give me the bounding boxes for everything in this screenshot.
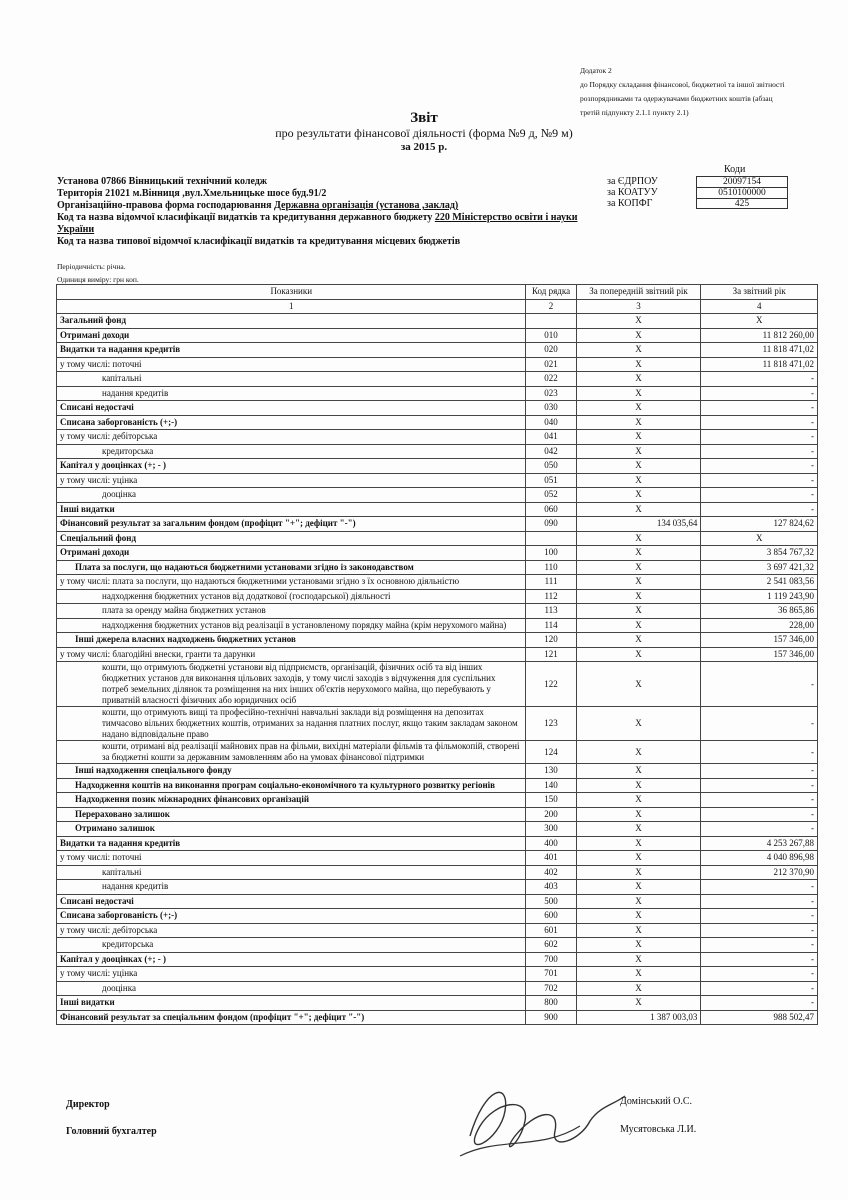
col-number: 3 — [576, 299, 701, 314]
row-label: Списана заборгованість (+;-) — [57, 909, 526, 924]
table-row — [57, 488, 818, 503]
current-year-value: - — [701, 778, 818, 793]
table-row — [57, 764, 818, 779]
prev-year-value: X — [576, 328, 701, 343]
prev-year-value: X — [576, 778, 701, 793]
prev-year-value: X — [576, 938, 701, 953]
row-code — [526, 531, 576, 546]
col-number: 1 — [57, 299, 526, 314]
prev-year-value: X — [576, 560, 701, 575]
row-label: Інші видатки — [57, 996, 526, 1011]
periodicity: Періодичність: річна. — [57, 262, 126, 271]
table-row — [57, 807, 818, 822]
current-year-value: - — [701, 807, 818, 822]
table-row — [57, 967, 818, 982]
table-row — [57, 531, 818, 546]
prev-year-value: X — [576, 415, 701, 430]
row-label: у тому числі: благодійні внески, гранти та дарунки — [57, 647, 526, 662]
budget-code-line — [57, 212, 597, 236]
row-code: 403 — [526, 880, 576, 895]
table-row — [57, 589, 818, 604]
table-row — [57, 1010, 818, 1025]
row-code: 200 — [526, 807, 576, 822]
institution-line: Установа 07866 Вінницький технічний коледж — [57, 176, 268, 187]
row-label: дооцінка — [57, 981, 526, 996]
table-row — [57, 575, 818, 590]
row-label: Видатки та надання кредитів — [57, 836, 526, 851]
col-header: Код рядка — [526, 285, 576, 300]
current-year-value: 157 346,00 — [701, 647, 818, 662]
report-title: Звіт — [410, 110, 438, 126]
current-year-value: - — [701, 793, 818, 808]
prev-year-value: X — [576, 546, 701, 561]
table-header-row — [57, 285, 818, 300]
prev-year-value: X — [576, 618, 701, 633]
row-code: 402 — [526, 865, 576, 880]
row-code: 030 — [526, 401, 576, 416]
current-year-value: - — [701, 444, 818, 459]
table-row — [57, 778, 818, 793]
prev-year-value: X — [576, 707, 701, 741]
row-label: надходження бюджетних установ від додаткової (господарської) діяльності — [57, 589, 526, 604]
table-row — [57, 952, 818, 967]
row-code: 052 — [526, 488, 576, 503]
table-row — [57, 473, 818, 488]
prev-year-value: X — [576, 444, 701, 459]
prev-year-value: X — [576, 473, 701, 488]
prev-year-value: X — [576, 314, 701, 329]
row-label: кредиторська — [57, 444, 526, 459]
row-code: 060 — [526, 502, 576, 517]
report-subtitle: про результати фінансової діяльності (форма №9 д, №9 м) — [275, 126, 573, 140]
row-label: дооцінка — [57, 488, 526, 503]
prev-year-value: X — [576, 793, 701, 808]
director-label: Директор — [66, 1099, 110, 1110]
row-code: 112 — [526, 589, 576, 604]
row-code: 050 — [526, 459, 576, 474]
code-value: 425 — [696, 198, 788, 209]
prev-year-value: 1 387 003,03 — [576, 1010, 701, 1025]
code-label: за ЄДРПОУ — [607, 176, 658, 187]
territory-line: Територія 21021 м.Вінниця ,вул.Хмельницьке шосе буд.91/2 — [57, 188, 327, 199]
addendum-line: до Порядку складання фінансової, бюджетної та іншої звітності — [580, 80, 785, 89]
table-row — [57, 938, 818, 953]
code-label: за КОПФГ — [607, 198, 653, 209]
current-year-value: - — [701, 415, 818, 430]
row-label: кошти, що отримують бюджетні установи від підприємств, організацій, фізичних осіб та від інших бюджетних установ для виконання цільових заходів, у тому числі заходів з відчуження для суспільних потреб земельних ділянок та розміщення на них інших об'єктів нерухомого майна, що перебувають у приватній власності фізичних або юридичних осіб — [57, 662, 526, 707]
table-row — [57, 633, 818, 648]
row-label: Отримані доходи — [57, 546, 526, 561]
row-code: 124 — [526, 741, 576, 764]
current-year-value: 1 119 243,90 — [701, 589, 818, 604]
table-row — [57, 415, 818, 430]
current-year-value: 3 854 767,32 — [701, 546, 818, 561]
unit-of-measure: Одиниця виміру: грн коп. — [57, 275, 139, 284]
current-year-value: - — [701, 401, 818, 416]
row-code: 700 — [526, 952, 576, 967]
codes-heading: Коди — [724, 164, 746, 175]
row-label: у тому числі: плата за послуги, що надаються бюджетними установами згідно з їх основною діяльністю — [57, 575, 526, 590]
row-code: 601 — [526, 923, 576, 938]
row-label: Надходження позик міжнародних фінансових організацій — [57, 793, 526, 808]
prev-year-value: X — [576, 909, 701, 924]
current-year-value: 2 541 083,56 — [701, 575, 818, 590]
current-year-value: 212 370,90 — [701, 865, 818, 880]
code-row — [607, 176, 788, 187]
row-code: 040 — [526, 415, 576, 430]
row-label: Перераховано залишок — [57, 807, 526, 822]
col-number: 2 — [526, 299, 576, 314]
row-label: Отримано залишок — [57, 822, 526, 837]
prev-year-value: X — [576, 981, 701, 996]
row-code: 400 — [526, 836, 576, 851]
row-code: 023 — [526, 386, 576, 401]
current-year-value: - — [701, 386, 818, 401]
row-label: Отримані доходи — [57, 328, 526, 343]
table-row — [57, 909, 818, 924]
table-row — [57, 517, 818, 532]
table-row — [57, 444, 818, 459]
table-row — [57, 707, 818, 741]
table-row — [57, 836, 818, 851]
report-period: за 2015 р. — [400, 141, 448, 153]
row-label: Капітал у дооцінках (+; - ) — [57, 952, 526, 967]
current-year-value: 4 253 267,88 — [701, 836, 818, 851]
prev-year-value: X — [576, 401, 701, 416]
prev-year-value: X — [576, 459, 701, 474]
row-code: 041 — [526, 430, 576, 445]
table-row — [57, 741, 818, 764]
current-year-value: - — [701, 981, 818, 996]
table-row — [57, 923, 818, 938]
prev-year-value: X — [576, 575, 701, 590]
budget-code-value: 220 Міністерство освіти і науки України — [57, 212, 578, 235]
table-row — [57, 880, 818, 895]
row-code: 090 — [526, 517, 576, 532]
prev-year-value: X — [576, 967, 701, 982]
financial-table — [56, 284, 818, 1025]
row-label: кошти, отримані від реалізації майнових прав на фільми, вихідні матеріали фільмів та фільмокопій, створені за бюджетні кошти за державним замовленням або на умовах фінансової підтримки — [57, 741, 526, 764]
prev-year-value: X — [576, 372, 701, 387]
row-label: Інші надходження спеціального фонду — [57, 764, 526, 779]
table-row — [57, 314, 818, 329]
row-label: Надходження коштів на виконання програм соціально-економічного та культурного розвитку регіонів — [57, 778, 526, 793]
prev-year-value: X — [576, 923, 701, 938]
table-row — [57, 357, 818, 372]
row-code: 110 — [526, 560, 576, 575]
current-year-value: 11 818 471,02 — [701, 343, 818, 358]
row-label: Загальний фонд — [57, 314, 526, 329]
row-label: Плата за послуги, що надаються бюджетними установами згідно із законодавством — [57, 560, 526, 575]
row-code: 123 — [526, 707, 576, 741]
prev-year-value: X — [576, 880, 701, 895]
current-year-value: - — [701, 880, 818, 895]
current-year-value: - — [701, 894, 818, 909]
code-value: 0510100000 — [696, 187, 788, 198]
prev-year-value: X — [576, 604, 701, 619]
row-code: 702 — [526, 981, 576, 996]
row-code: 800 — [526, 996, 576, 1011]
col-header: За попередній звітний рік — [576, 285, 701, 300]
current-year-value: - — [701, 822, 818, 837]
prev-year-value: X — [576, 851, 701, 866]
row-code: 020 — [526, 343, 576, 358]
prev-year-value: X — [576, 488, 701, 503]
prev-year-value: 134 035,64 — [576, 517, 701, 532]
row-code: 042 — [526, 444, 576, 459]
table-row — [57, 401, 818, 416]
current-year-value: - — [701, 996, 818, 1011]
row-code: 051 — [526, 473, 576, 488]
current-year-value: - — [701, 430, 818, 445]
current-year-value: 228,00 — [701, 618, 818, 633]
table-row — [57, 618, 818, 633]
row-code: 114 — [526, 618, 576, 633]
table-row — [57, 981, 818, 996]
row-code: 120 — [526, 633, 576, 648]
table-row — [57, 546, 818, 561]
row-label: кошти, що отримують вищі та професійно-технічні навчальні заклади від розміщення на депозитах тимчасово вільних бюджетних коштів, отриманих за надання платних послуг, якщо таким закладам законом надано відповідальне право — [57, 707, 526, 741]
table-row — [57, 328, 818, 343]
org-form-line — [57, 200, 597, 212]
prev-year-value: X — [576, 589, 701, 604]
prev-year-value: X — [576, 343, 701, 358]
row-label: у тому числі: поточні — [57, 357, 526, 372]
addendum-line: розпорядниками та одержувачами бюджетних коштів (абзац — [580, 94, 773, 103]
table-header-num-row — [57, 299, 818, 314]
current-year-value: - — [701, 741, 818, 764]
row-code: 300 — [526, 822, 576, 837]
row-code: 113 — [526, 604, 576, 619]
row-label: у тому числі: дебіторська — [57, 923, 526, 938]
prev-year-value: X — [576, 822, 701, 837]
prev-year-value: X — [576, 741, 701, 764]
table-row — [57, 372, 818, 387]
current-year-value: 4 040 896,98 — [701, 851, 818, 866]
accountant-label: Головний бухгалтер — [66, 1126, 157, 1137]
row-code: 122 — [526, 662, 576, 707]
institution-info — [57, 176, 597, 248]
current-year-value: 3 697 421,32 — [701, 560, 818, 575]
current-year-value: 988 502,47 — [701, 1010, 818, 1025]
col-header: За звітний рік — [701, 285, 818, 300]
current-year-value: - — [701, 923, 818, 938]
current-year-value: - — [701, 662, 818, 707]
prev-year-value: X — [576, 894, 701, 909]
row-label: капітальні — [57, 865, 526, 880]
prev-year-value: X — [576, 633, 701, 648]
row-code: 010 — [526, 328, 576, 343]
current-year-value: - — [701, 488, 818, 503]
current-year-value: - — [701, 967, 818, 982]
current-year-value: X — [701, 531, 818, 546]
director-name: Домінський О.С. — [620, 1096, 693, 1107]
row-label: Капітал у дооцінках (+; - ) — [57, 459, 526, 474]
prev-year-value: X — [576, 952, 701, 967]
row-label: надання кредитів — [57, 386, 526, 401]
row-code: 150 — [526, 793, 576, 808]
row-label: Фінансовий результат за спеціальним фондом (профіцит "+"; дефіцит "-") — [57, 1010, 526, 1025]
row-label: у тому числі: поточні — [57, 851, 526, 866]
row-label: надання кредитів — [57, 880, 526, 895]
accountant-name: Мусятовська Л.И. — [620, 1124, 697, 1135]
budget-code-label: Код та назва відомчої класифікації видатків та кредитування державного бюджету — [57, 212, 435, 223]
row-code: 140 — [526, 778, 576, 793]
row-code: 602 — [526, 938, 576, 953]
table-row — [57, 894, 818, 909]
current-year-value: 11 818 471,02 — [701, 357, 818, 372]
row-code: 130 — [526, 764, 576, 779]
org-form-value: Державна організація (установа ,заклад) — [274, 200, 459, 211]
row-label: Фінансовий результат за загальним фондом (профіцит "+"; дефіцит "-") — [57, 517, 526, 532]
row-label: у тому числі: уцінка — [57, 967, 526, 982]
row-code: 021 — [526, 357, 576, 372]
current-year-value: 127 824,62 — [701, 517, 818, 532]
local-code-line: Код та назва типової відомчої класифікації видатків та кредитування місцевих бюджетів — [57, 236, 461, 247]
row-code: 111 — [526, 575, 576, 590]
row-code: 900 — [526, 1010, 576, 1025]
table-row — [57, 793, 818, 808]
table-row — [57, 647, 818, 662]
prev-year-value: X — [576, 807, 701, 822]
row-label: у тому числі: уцінка — [57, 473, 526, 488]
current-year-value: - — [701, 502, 818, 517]
addendum-line: Додаток 2 — [580, 66, 612, 75]
row-label: Списана заборгованість (+;-) — [57, 415, 526, 430]
row-code: 100 — [526, 546, 576, 561]
prev-year-value: X — [576, 836, 701, 851]
row-code: 022 — [526, 372, 576, 387]
current-year-value: - — [701, 909, 818, 924]
row-label: Інші видатки — [57, 502, 526, 517]
current-year-value: - — [701, 372, 818, 387]
code-row — [607, 198, 788, 209]
current-year-value: - — [701, 459, 818, 474]
current-year-value: - — [701, 764, 818, 779]
row-label: Списані недостачі — [57, 401, 526, 416]
prev-year-value: X — [576, 531, 701, 546]
prev-year-value: X — [576, 764, 701, 779]
current-year-value: X — [701, 314, 818, 329]
table-row — [57, 604, 818, 619]
table-row — [57, 662, 818, 707]
table-row — [57, 865, 818, 880]
row-label: кредиторська — [57, 938, 526, 953]
table-row — [57, 386, 818, 401]
row-code: 600 — [526, 909, 576, 924]
row-code: 401 — [526, 851, 576, 866]
row-label: у тому числі: дебіторська — [57, 430, 526, 445]
table-row — [57, 430, 818, 445]
table-row — [57, 822, 818, 837]
table-row — [57, 343, 818, 358]
table-row — [57, 996, 818, 1011]
prev-year-value: X — [576, 502, 701, 517]
table-row — [57, 851, 818, 866]
prev-year-value: X — [576, 662, 701, 707]
current-year-value: - — [701, 938, 818, 953]
prev-year-value: X — [576, 865, 701, 880]
prev-year-value: X — [576, 647, 701, 662]
codes-box — [607, 176, 788, 209]
org-form-label: Організаційно-правова форма господарювання — [57, 200, 275, 211]
code-label: за КОАТУУ — [607, 187, 658, 198]
row-code — [526, 314, 576, 329]
row-label: Видатки та надання кредитів — [57, 343, 526, 358]
row-code: 121 — [526, 647, 576, 662]
addendum-line: третій підпункту 2.1.1 пункту 2.1) — [580, 108, 689, 117]
table-row — [57, 502, 818, 517]
col-header: Показники — [57, 285, 526, 300]
current-year-value: - — [701, 473, 818, 488]
prev-year-value: X — [576, 357, 701, 372]
signature-image — [440, 1066, 640, 1176]
code-row — [607, 187, 788, 198]
current-year-value: - — [701, 707, 818, 741]
row-code: 701 — [526, 967, 576, 982]
row-label: Спеціальний фонд — [57, 531, 526, 546]
current-year-value: - — [701, 952, 818, 967]
row-label: Інші джерела власних надходжень бюджетних установ — [57, 633, 526, 648]
row-label: надходження бюджетних установ від реалізації в установленому порядку майна (крім нерухомого майна) — [57, 618, 526, 633]
prev-year-value: X — [576, 386, 701, 401]
row-label: плата за оренду майна бюджетних установ — [57, 604, 526, 619]
current-year-value: 157 346,00 — [701, 633, 818, 648]
table-row — [57, 560, 818, 575]
prev-year-value: X — [576, 996, 701, 1011]
row-label: капітальні — [57, 372, 526, 387]
table-row — [57, 459, 818, 474]
row-label: Списані недостачі — [57, 894, 526, 909]
prev-year-value: X — [576, 430, 701, 445]
code-value: 20097154 — [696, 176, 788, 187]
col-number: 4 — [701, 299, 818, 314]
current-year-value: 36 865,86 — [701, 604, 818, 619]
current-year-value: 11 812 260,00 — [701, 328, 818, 343]
row-code: 500 — [526, 894, 576, 909]
